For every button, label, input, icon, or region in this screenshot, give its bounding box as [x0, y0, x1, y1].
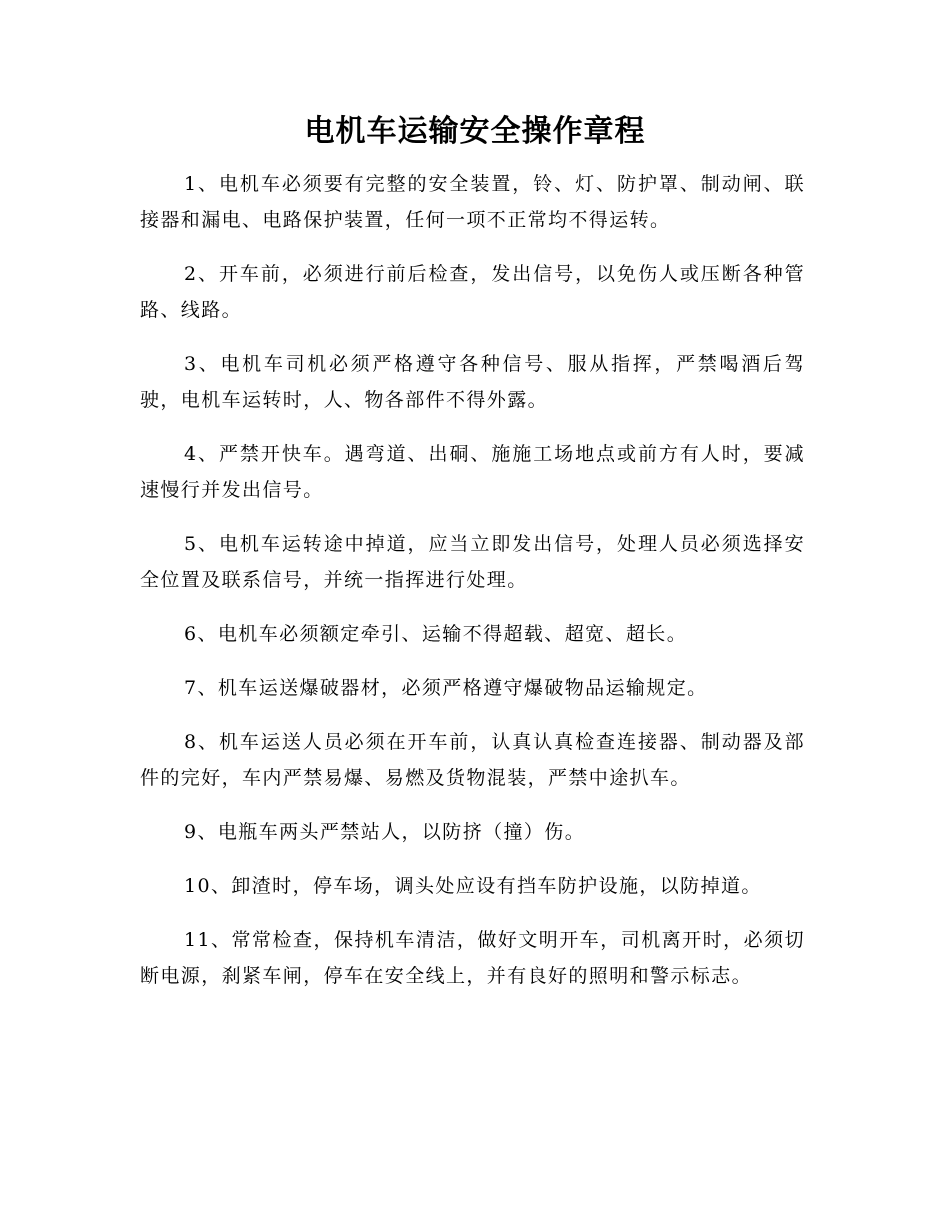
document-body [140, 166, 805, 1012]
paragraph-9: 9、电瓶车两头严禁站人，以防挤（撞）伤。 [184, 821, 586, 843]
paragraph-8: 8、机车运送人员必须在开车前，认真认真检查连接器、制动器及部件的完好，车内严禁易爆、易燃及货物混装，严禁中途扒车。 [140, 731, 805, 789]
paragraph-2: 2、开车前，必须进行前后检查，发出信号，以免伤人或压断各种管路、线路。 [140, 263, 805, 321]
paragraph-4: 4、严禁开快车。遇弯道、出硐、施施工场地点或前方有人时，要减速慢行并发出信号。 [140, 443, 805, 501]
paragraph-3: 3、电机车司机必须严格遵守各种信号、服从指挥，严禁喝酒后驾驶，电机车运转时，人、物各部件不得外露。 [140, 353, 805, 411]
paragraph-11: 11、常常检查，保持机车清洁，做好文明开车，司机离开时，必须切断电源，刹紧车闸，停车在安全线上，并有良好的照明和警示标志。 [140, 929, 805, 987]
paragraph-1: 1、电机车必须要有完整的安全装置，铃、灯、防护罩、制动闸、联接器和漏电、电路保护装置，任何一项不正常均不得运转。 [140, 173, 805, 231]
paragraph-6: 6、电机车必须额定牵引、运输不得超载、超宽、超长。 [184, 623, 688, 645]
paragraph-5: 5、电机车运转途中掉道，应当立即发出信号，处理人员必须选择安全位置及联系信号，并统一指挥进行处理。 [140, 533, 805, 591]
paragraph-7: 7、机车运送爆破器材，必须严格遵守爆破物品运输规定。 [184, 677, 708, 699]
document-title: 电机车运输安全操作章程 [304, 114, 646, 149]
paragraph-10: 10、卸渣时，停车场，调头处应设有挡车防护设施，以防掉道。 [184, 875, 762, 897]
